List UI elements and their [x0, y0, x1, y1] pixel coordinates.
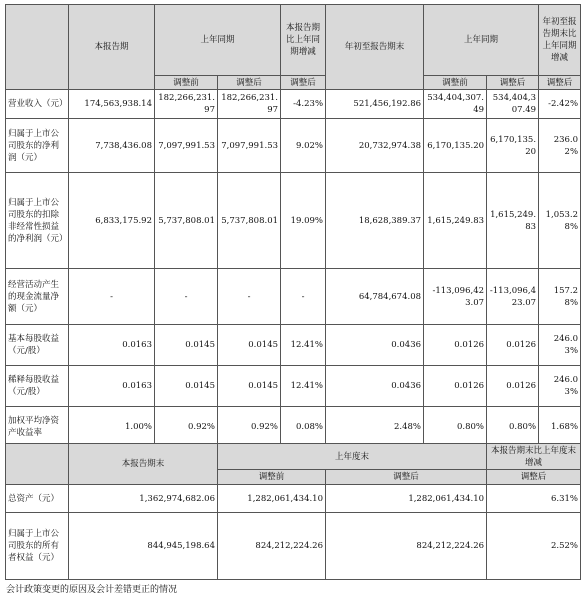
cell-value: 0.0163: [69, 325, 155, 366]
header-change: 本报告期比上年同期增减: [281, 5, 326, 76]
cell-value: 1,362,974,682.06: [69, 485, 218, 513]
cell-value: 182,266,231.97: [218, 90, 281, 119]
table-row: [6, 119, 581, 173]
cell-value: -2.42%: [539, 90, 581, 119]
cell-value: 0.0145: [218, 325, 281, 366]
cell-value: 5,737,808.01: [218, 173, 281, 269]
subheader-after: 调整后: [539, 76, 581, 90]
subheader-after: 调整后: [487, 470, 581, 485]
cell-value: 534,404,307.49: [487, 90, 539, 119]
cell-value: -: [155, 269, 218, 325]
table-row: [6, 325, 581, 366]
cell-value: -: [281, 269, 326, 325]
subheader-after: 调整后: [326, 470, 487, 485]
row-label: 营业收入（元）: [6, 90, 69, 119]
section-caption: 会计政策变更的原因及会计差错更正的情况: [6, 585, 178, 595]
cell-value: 0.08%: [281, 407, 326, 448]
cell-value: 824,212,224.26: [218, 513, 326, 580]
cell-value: 64,784,674.08: [326, 269, 424, 325]
cell-value: 7,738,436.08: [69, 119, 155, 173]
cell-value: 182,266,231.97: [155, 90, 218, 119]
cell-value: 18,628,389.37: [326, 173, 424, 269]
header-prior-period-ytd: 上年同期: [424, 5, 539, 76]
header-period-end: 本报告期末: [69, 444, 218, 485]
cell-value: 521,456,192.86: [326, 90, 424, 119]
header-ytd-change: 年初至报告期末比上年同期增减: [539, 5, 581, 76]
cell-value: 1.00%: [69, 407, 155, 448]
subheader-before: 调整前: [424, 76, 487, 90]
table-row: [6, 485, 581, 513]
financial-summary-table: [5, 4, 581, 448]
cell-value: 246.03%: [539, 366, 581, 407]
cell-value: 0.80%: [487, 407, 539, 448]
cell-value: 12.41%: [281, 366, 326, 407]
cell-value: 20,732,974.38: [326, 119, 424, 173]
header-blank: [6, 5, 69, 90]
row-label: 总资产（元）: [6, 485, 69, 513]
cell-value: 9.02%: [281, 119, 326, 173]
cell-value: 157.28%: [539, 269, 581, 325]
cell-value: 5,737,808.01: [155, 173, 218, 269]
cell-value: 6,170,135.20: [424, 119, 487, 173]
cell-value: 246.03%: [539, 325, 581, 366]
cell-value: 0.0126: [487, 366, 539, 407]
header-ytd: 年初至报告期末: [326, 5, 424, 90]
cell-value: 19.09%: [281, 173, 326, 269]
table-row: [6, 90, 581, 119]
cell-value: 0.0163: [69, 366, 155, 407]
cell-value: 844,945,198.64: [69, 513, 218, 580]
header-blank: [6, 444, 69, 485]
row-label: 归属于上市公司股东的所有者权益（元）: [6, 513, 69, 580]
cell-value: 0.0436: [326, 325, 424, 366]
subheader-after: 调整后: [281, 76, 326, 90]
subheader-before: 调整前: [218, 470, 326, 485]
cell-value: 0.0145: [155, 366, 218, 407]
cell-value: 0.92%: [155, 407, 218, 448]
cell-value: 0.80%: [424, 407, 487, 448]
subheader-after: 调整后: [218, 76, 281, 90]
cell-value: 7,097,991.53: [155, 119, 218, 173]
cell-value: 1,053.28%: [539, 173, 581, 269]
row-label: 稀释每股收益（元/股）: [6, 366, 69, 407]
row-label: 归属于上市公司股东的净利润（元）: [6, 119, 69, 173]
cell-value: -: [218, 269, 281, 325]
cell-value: 1,615,249.83: [424, 173, 487, 269]
cell-value: 0.0126: [424, 366, 487, 407]
cell-value: 1,615,249.83: [487, 173, 539, 269]
cell-value: 0.0436: [326, 366, 424, 407]
cell-value: 2.48%: [326, 407, 424, 448]
cell-value: 534,404,307.49: [424, 90, 487, 119]
cell-value: 6.31%: [487, 485, 581, 513]
table-row: [6, 513, 581, 580]
header-change: 本报告期末比上年度末增减: [487, 444, 581, 470]
cell-value: 12.41%: [281, 325, 326, 366]
cell-value: 824,212,224.26: [326, 513, 487, 580]
row-label: 归属于上市公司股东的扣除非经常性损益的净利润（元）: [6, 173, 69, 269]
subheader-after: 调整后: [487, 76, 539, 90]
cell-value: 1,282,061,434.10: [326, 485, 487, 513]
header-prior-period: 上年同期: [155, 5, 281, 76]
table-row: [6, 173, 581, 269]
cell-value: 1.68%: [539, 407, 581, 448]
cell-value: -113,096,423.07: [487, 269, 539, 325]
cell-value: 0.0145: [218, 366, 281, 407]
cell-value: 174,563,938.14: [69, 90, 155, 119]
subheader-before: 调整前: [155, 76, 218, 90]
cell-value: 6,833,175.92: [69, 173, 155, 269]
header-current-period: 本报告期: [69, 5, 155, 90]
header-prior-year-end: 上年度末: [218, 444, 487, 470]
cell-value: 0.0126: [424, 325, 487, 366]
cell-value: 1,282,061,434.10: [218, 485, 326, 513]
table-row: [6, 366, 581, 407]
table-row: [6, 269, 581, 325]
cell-value: -: [69, 269, 155, 325]
balance-summary-table: [5, 443, 581, 580]
cell-value: 0.0126: [487, 325, 539, 366]
cell-value: 0.92%: [218, 407, 281, 448]
table-row: [6, 407, 581, 448]
cell-value: 0.0145: [155, 325, 218, 366]
cell-value: -4.23%: [281, 90, 326, 119]
cell-value: -113,096,423.07: [424, 269, 487, 325]
row-label: 基本每股收益（元/股）: [6, 325, 69, 366]
row-label: 经营活动产生的现金流量净额（元）: [6, 269, 69, 325]
cell-value: 236.02%: [539, 119, 581, 173]
cell-value: 2.52%: [487, 513, 581, 580]
cell-value: 7,097,991.53: [218, 119, 281, 173]
cell-value: 6,170,135.20: [487, 119, 539, 173]
row-label: 加权平均净资产收益率: [6, 407, 69, 448]
